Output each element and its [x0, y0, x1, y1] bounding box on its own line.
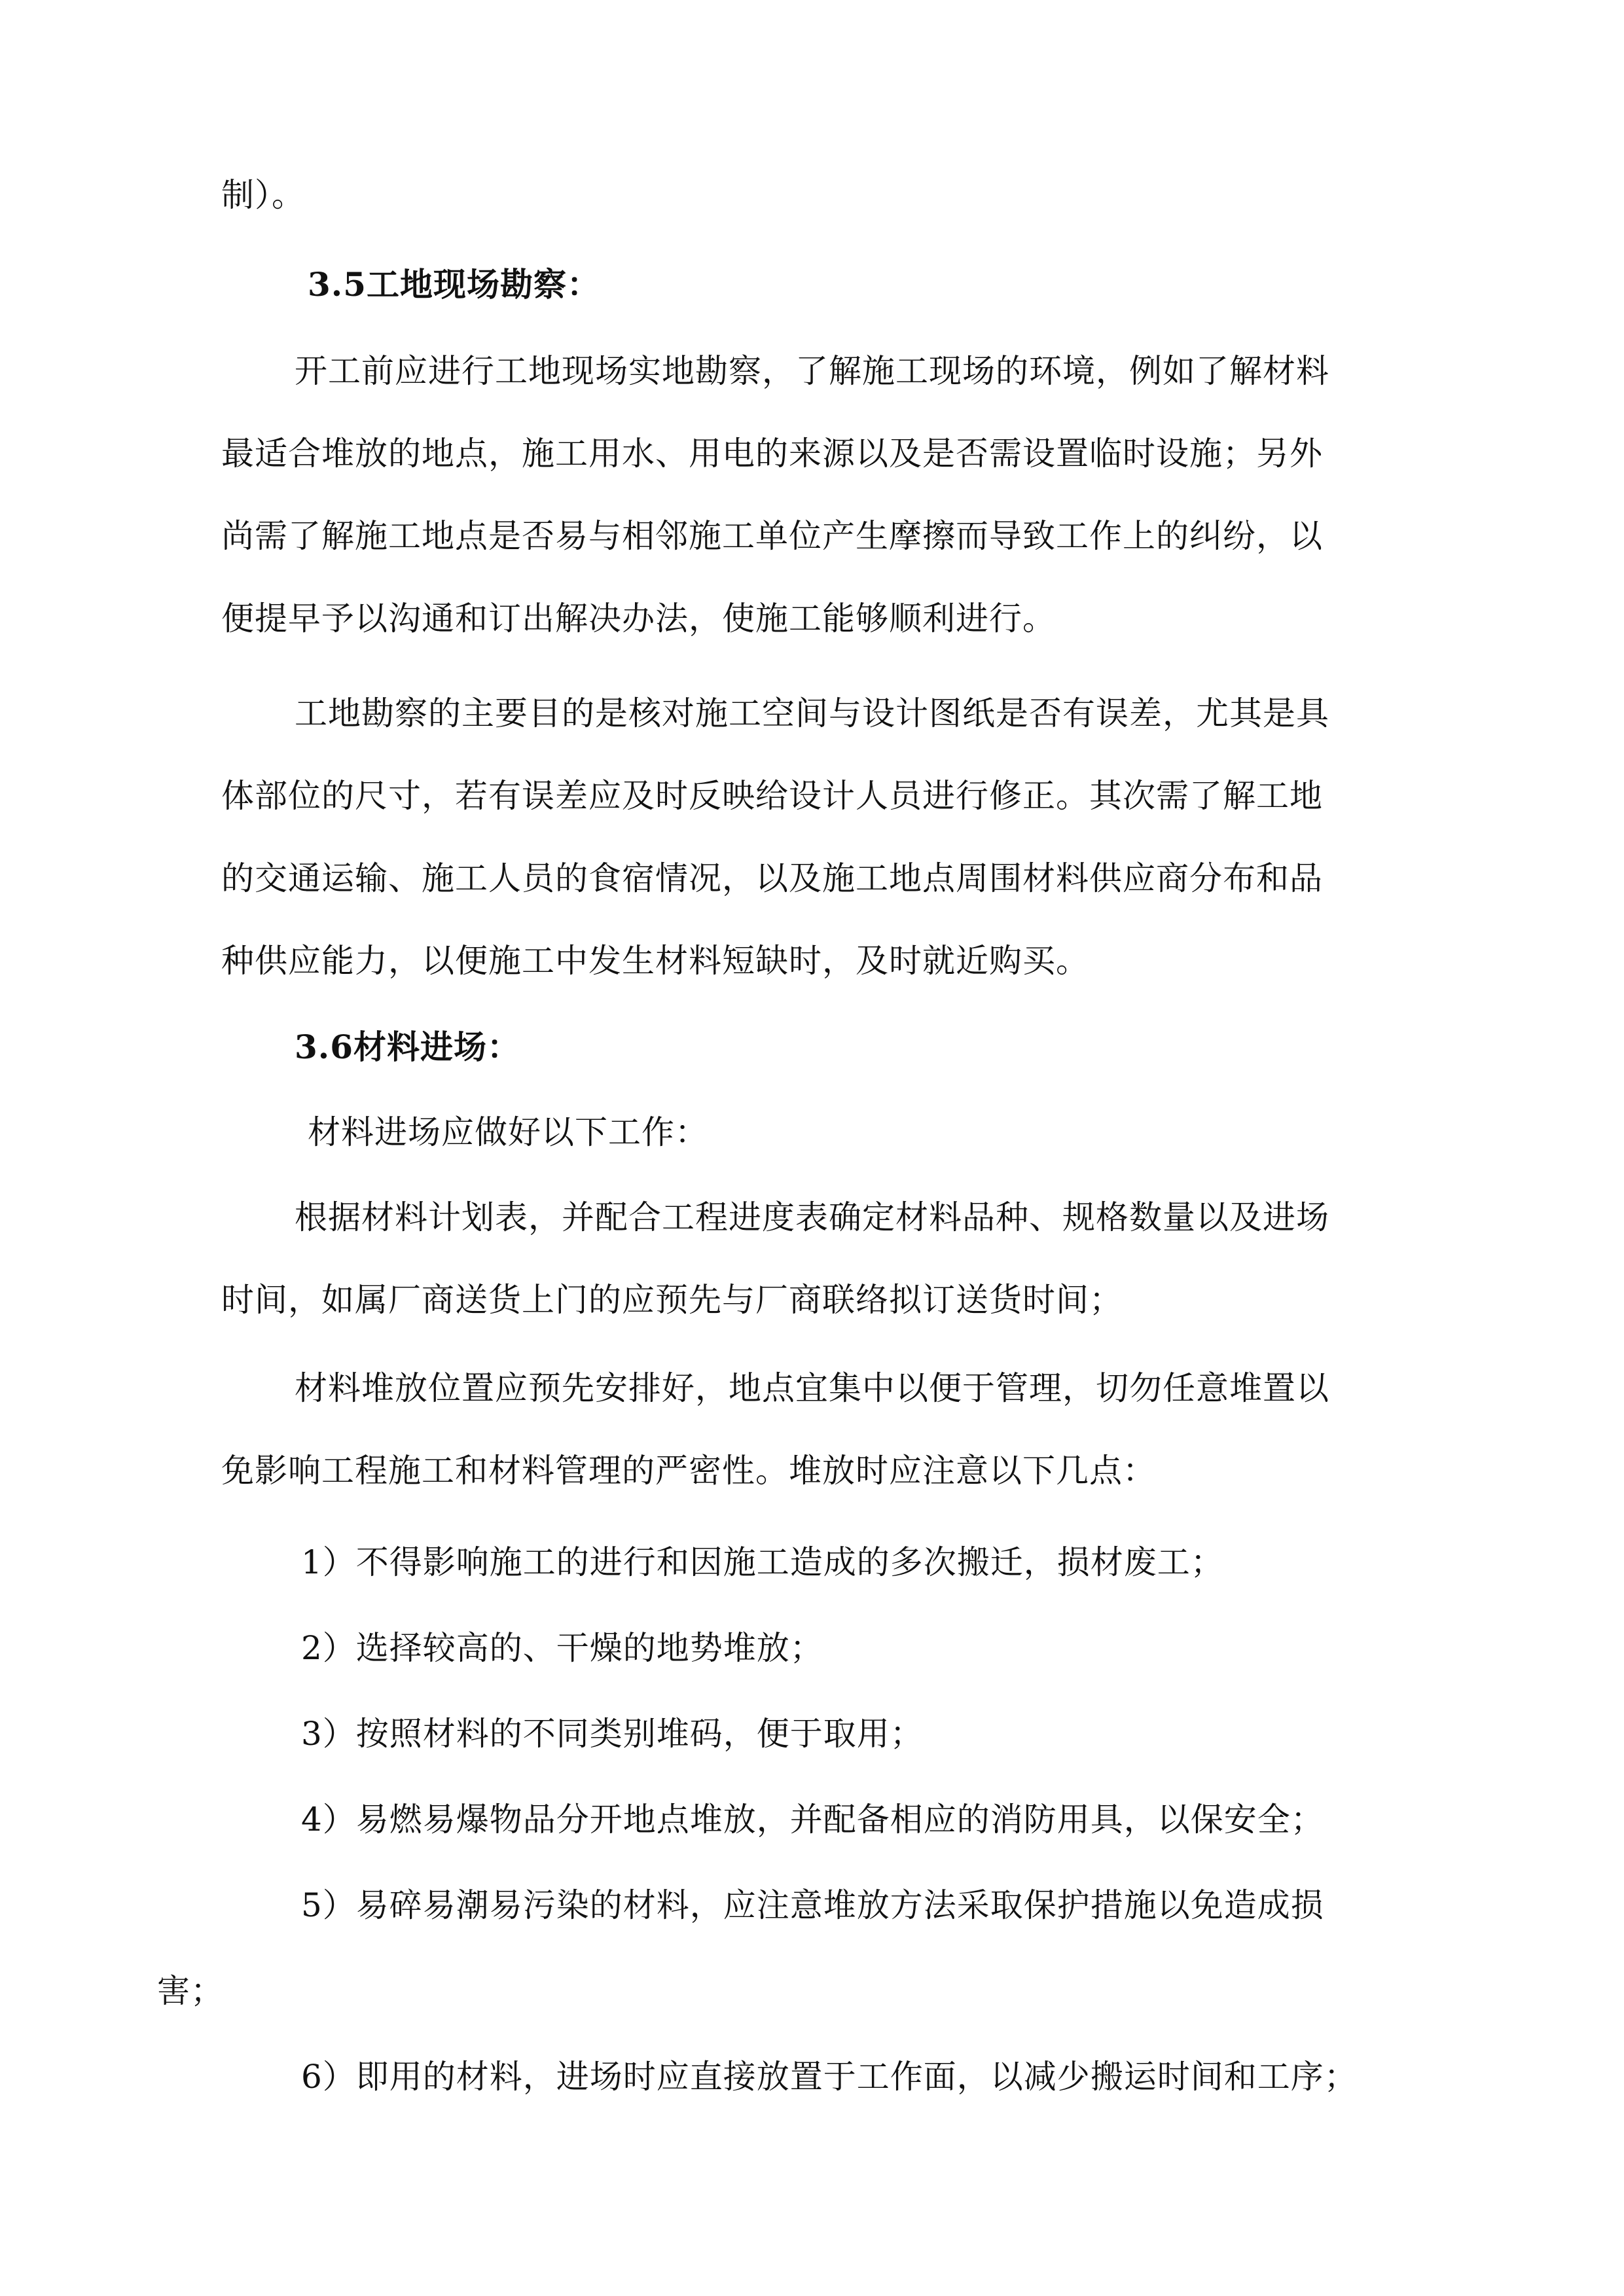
list-item-4: 4）易燃易爆物品分开地点堆放，并配备相应的消防用具，以保安全；	[301, 1801, 1324, 1839]
section-3-6-para1-line2: 时间，如属厂商送货上门的应预先与厂商联络拟订送货时间；	[221, 1281, 1123, 1319]
section-3-5-para2-line3: 的交通运输、施工人员的食宿情况，以及施工地点周围材料供应商分布和品	[221, 859, 1323, 897]
section-3-6-heading: 3.6材料进场：	[295, 1028, 520, 1066]
section-3-6-para2-line2: 免影响工程施工和材料管理的严密性。堆放时应注意以下几点：	[221, 1452, 1156, 1490]
section-3-5-para1-line2: 最适合堆放的地点，施工用水、用电的来源以及是否需设置临时设施；另外	[221, 435, 1323, 473]
list-item-5: 5）易碎易潮易污染的材料，应注意堆放方法采取保护措施以免造成损	[301, 1886, 1324, 1924]
section-3-5-para1-line3: 尚需了解施工地点是否易与相邻施工单位产生摩擦而导致工作上的纠纷，以	[221, 517, 1323, 555]
section-3-6-para1-line1: 根据材料计划表，并配合工程进度表确定材料品种、规格数量以及进场	[295, 1198, 1329, 1236]
list-item-5-continuation: 害；	[157, 1972, 224, 2010]
list-item-1: 1）不得影响施工的进行和因施工造成的多次搬迁，损材废工；	[301, 1543, 1224, 1581]
list-item-2: 2）选择较高的、干燥的地势堆放；	[301, 1629, 823, 1667]
fragment-line: 制）。	[221, 176, 305, 214]
section-3-5-para1-line1: 开工前应进行工地现场实地勘察，了解施工现场的环境，例如了解材料	[295, 352, 1329, 390]
list-item-3: 3）按照材料的不同类别堆码，便于取用；	[301, 1715, 924, 1753]
section-3-6-intro: 材料进场应做好以下工作：	[308, 1113, 708, 1151]
section-3-5-para2-line2: 体部位的尺寸，若有误差应及时反映给设计人员进行修正。其次需了解工地	[221, 777, 1323, 815]
section-3-5-para2-line4: 种供应能力，以便施工中发生材料短缺时，及时就近购买。	[221, 942, 1089, 980]
section-3-6-para2-line1: 材料堆放位置应预先安排好，地点宜集中以便于管理，切勿任意堆置以	[295, 1369, 1329, 1407]
section-3-5-para1-line4: 便提早予以沟通和订出解决办法，使施工能够顺利进行。	[221, 600, 1056, 637]
list-item-6: 6）即用的材料，进场时应直接放置于工作面，以减少搬运时间和工序；	[301, 2058, 1358, 2096]
section-3-5-para2-line1: 工地勘察的主要目的是核对施工空间与设计图纸是否有误差，尤其是具	[295, 694, 1329, 732]
section-3-5-heading: 3.5工地现场勘察：	[308, 265, 600, 304]
